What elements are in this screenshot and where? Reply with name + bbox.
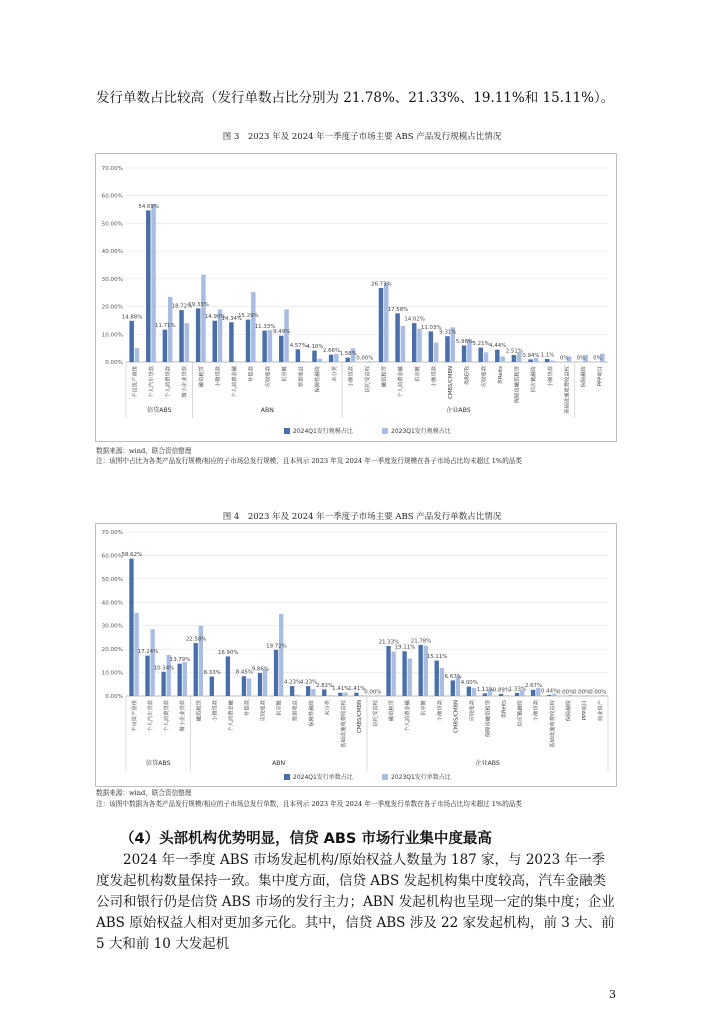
x-tick-label: 个人汽车贷款 <box>148 366 155 398</box>
x-tick-label: 保障房融资租赁 <box>485 700 492 738</box>
data-label: 26.73% <box>371 281 392 288</box>
data-label: 1.41% <box>332 686 350 693</box>
bar-2024q1 <box>213 321 217 362</box>
x-tick-label: 类REITs <box>464 366 471 386</box>
bar-2024q1 <box>412 323 416 362</box>
data-label: 1.1% <box>540 352 555 359</box>
bar-2023q1 <box>472 688 476 696</box>
bar-2024q1 <box>395 313 399 362</box>
bar-2023q1 <box>151 204 155 362</box>
data-label: 4.57% <box>289 342 307 349</box>
bar-2024q1 <box>312 351 316 362</box>
data-label: 0% <box>593 355 602 362</box>
bar-2024q1 <box>547 695 551 696</box>
data-label: 0.00% <box>573 689 591 696</box>
bar-2023q1 <box>284 309 288 362</box>
x-tick-label: 保险融资 <box>581 366 588 388</box>
body-paragraph: 2024 年一季度 ABS 市场发起机构/原始权益人数量为 187 家，与 2023 年一季度发起机构数量保持一致。集中度方面，信贷 ABS 发起机构集中度较高，汽车金融类公司和银行仍是信贷 ABS 市场的发行主力；ABN 发起机构也呈现一定的集中度；企业 ABS 原始权益人相对更加多元化。其中，信贷 ABS 涉及 22 家发起机构，前 3 大、前 5 大和前 10 大发起机 <box>96 852 615 952</box>
x-tick-label: 保障房融资租赁 <box>514 366 521 404</box>
group-label: 信贷ABS <box>146 407 172 414</box>
x-tick-label: 基础设施收费收益权 <box>564 365 571 414</box>
x-tick-label: 微小企业贷款 <box>180 700 187 732</box>
data-label: 2.51% <box>505 348 523 355</box>
x-tick-label: 融资租赁 <box>198 366 205 388</box>
bar-2024q1 <box>418 645 422 696</box>
data-label: 21.78% <box>410 638 432 645</box>
data-label: 0.44% <box>541 688 559 695</box>
x-tick-label: 类Reits <box>497 366 504 385</box>
x-tick-label: 补偿款 <box>244 700 251 716</box>
data-label: 9.49% <box>273 329 291 336</box>
data-label: 1.41% <box>348 686 366 693</box>
y-tick-label: 20.00% <box>101 304 123 311</box>
bar-2023q1 <box>504 695 508 696</box>
bar-2024q1 <box>528 359 532 362</box>
y-tick-label: 10.00% <box>101 332 123 339</box>
data-label: 17.58% <box>387 306 409 313</box>
x-tick-label: 融资租赁 <box>196 700 203 722</box>
figure4-chart <box>95 523 617 787</box>
x-tick-label: 信托受益权 <box>373 700 380 727</box>
bar-2024q1 <box>483 693 487 696</box>
bar-2024q1 <box>531 690 535 696</box>
bar-2024q1 <box>445 336 449 362</box>
bar-2023q1 <box>401 326 405 362</box>
bar-2024q1 <box>258 673 262 696</box>
data-label: 9.86% <box>251 666 269 673</box>
x-tick-label: 供应链融资 <box>531 366 538 393</box>
x-tick-label: 小额贷款 <box>431 366 438 388</box>
x-tick-label: 应收账款 <box>469 700 476 722</box>
bar-2024q1 <box>194 643 198 696</box>
x-tick-label: CMBS/CMBN <box>453 700 460 733</box>
bar-2024q1 <box>322 689 326 696</box>
data-label: 11.33% <box>254 324 276 331</box>
page-number: 3 <box>609 988 616 1001</box>
legend-swatch <box>284 774 290 780</box>
data-label: 4.23% <box>283 679 302 686</box>
legend-label: 2024Q1发行规模占比 <box>293 428 353 435</box>
x-tick-label: 票据收益 <box>292 700 299 722</box>
bar-2024q1 <box>274 650 278 696</box>
data-label: 8.33% <box>203 669 221 676</box>
x-tick-label: 不良资产重组 <box>132 366 139 398</box>
x-tick-label: 保障性融资 <box>308 700 315 727</box>
data-label: 18.72% <box>171 303 193 310</box>
bar-2024q1 <box>279 336 283 362</box>
bar-2024q1 <box>306 686 310 696</box>
bar-2024q1 <box>462 345 466 362</box>
bar-2024q1 <box>146 210 150 362</box>
bar-2024q1 <box>429 331 433 362</box>
data-label: 19.33% <box>188 301 209 308</box>
legend-swatch <box>382 774 388 780</box>
figure4-title: 图 4 2023 年及 2024 年一季度子市场主要 ABS 产品发行单数占比情况 <box>222 512 502 522</box>
figure3-chart <box>95 153 617 442</box>
x-tick-label: 补偿款 <box>248 366 255 382</box>
legend-label: 2024Q1发行单数占比 <box>293 774 353 781</box>
figure3-source: 数据来源：wind，联合资信整理 <box>96 447 192 455</box>
bar-2023q1 <box>550 361 554 362</box>
bar-2023q1 <box>263 669 267 696</box>
data-label: 19.11% <box>394 644 416 651</box>
x-tick-label: 小微贷款 <box>212 700 219 722</box>
bar-2023q1 <box>500 356 504 362</box>
data-label: 14.02% <box>404 316 425 323</box>
bar-2023q1 <box>185 323 189 362</box>
bar-2024q1 <box>296 349 300 362</box>
y-tick-label: 20.00% <box>101 647 123 654</box>
x-tick-label: 基础设施收费收益权 <box>340 700 347 748</box>
bar-2024q1 <box>161 672 165 696</box>
x-tick-label: 供应链 <box>276 700 283 716</box>
bar-2024q1 <box>345 358 349 362</box>
data-label: 1.33% <box>508 686 527 693</box>
legend-label: 2023Q1发行规模占比 <box>391 428 451 435</box>
x-tick-label: 小微贷款 <box>215 366 222 388</box>
data-label: 5.98% <box>455 338 474 345</box>
bar-2024q1 <box>515 693 519 696</box>
group-label: 企业ABS <box>475 760 500 767</box>
x-tick-label: 未分类 <box>331 366 338 382</box>
bar-2024q1 <box>290 686 294 696</box>
bar-2024q1 <box>262 331 266 362</box>
x-tick-label: 个人消费贷款 <box>165 366 172 398</box>
bar-2023q1 <box>434 343 438 362</box>
bar-2023q1 <box>327 695 331 696</box>
x-tick-label: 应收账款 <box>481 366 488 388</box>
figure3-note: 注：该图中占比为各类产品发行规模/相应的子市场总发行规模，且本列示 2023 年及 2024 年一季度发行规模在各子市场占比均未超过 1%的品类 <box>96 457 522 465</box>
bar-2024q1 <box>145 656 149 696</box>
bar-2023q1 <box>392 651 396 696</box>
x-tick-label: 保障性融资 <box>315 366 322 393</box>
y-tick-label: 10.00% <box>101 670 123 677</box>
x-tick-label: 保险融资 <box>565 700 572 722</box>
data-label: 17.24% <box>137 649 159 656</box>
bar-2024q1 <box>242 676 246 696</box>
x-tick-label: 小额贷款 <box>547 366 554 388</box>
bar-2024q1 <box>229 322 233 362</box>
x-tick-label: 供应链 <box>421 700 428 716</box>
data-label: 54.69% <box>138 203 159 210</box>
x-tick-label: 商业资产 <box>597 700 604 722</box>
x-tick-label: PPP项目 <box>581 700 588 721</box>
data-label: 4.10% <box>306 344 324 351</box>
data-label: 13.79% <box>169 657 191 664</box>
y-tick-label: 30.00% <box>101 276 123 283</box>
x-tick-label: 不良资产重组 <box>132 700 139 732</box>
x-tick-label: 小额贷款 <box>348 366 355 388</box>
bar-2024q1 <box>179 310 183 362</box>
bar-2024q1 <box>246 320 250 362</box>
bar-2023q1 <box>318 359 322 362</box>
bar-2023q1 <box>484 352 488 362</box>
intro-line: 发行单数占比较高（发行单数占比分别为 21.78%、21.33%、19.11%和 15.11%）。 <box>96 90 615 106</box>
x-tick-label: 类Reits <box>501 700 508 719</box>
bar-2024q1 <box>499 694 503 696</box>
bar-2024q1 <box>379 288 383 362</box>
bar-2023q1 <box>334 354 338 362</box>
bar-2023q1 <box>279 614 283 696</box>
figure4-source: 数据来源：wind，联合资信整理 <box>96 789 192 797</box>
bar-2024q1 <box>386 646 390 696</box>
bar-2023q1 <box>384 283 388 362</box>
data-label: 8.45% <box>235 669 253 676</box>
x-tick-label: 供应链融资 <box>517 700 524 727</box>
data-label: 58.62% <box>121 552 143 559</box>
data-label: 9.31% <box>439 329 457 336</box>
bar-2023q1 <box>183 662 187 696</box>
data-label: 1.58% <box>339 351 357 358</box>
data-label: 4.23% <box>300 679 318 686</box>
data-label: 14.88% <box>121 314 143 321</box>
x-tick-label: 应收账款 <box>265 366 272 388</box>
data-label: 11.03% <box>420 324 442 331</box>
figure4-svg <box>96 524 616 786</box>
y-tick-label: 30.00% <box>101 623 123 630</box>
data-label: 1.11% <box>476 686 494 693</box>
data-label: 0% <box>576 355 586 362</box>
x-tick-label: PPP项目 <box>597 366 604 387</box>
legend-label: 2023Q1发行单数占比 <box>391 774 451 781</box>
bar-2024q1 <box>329 355 333 362</box>
x-tick-label: 应收账款 <box>260 700 267 722</box>
bar-2024q1 <box>226 656 230 696</box>
legend-swatch <box>382 428 388 434</box>
x-tick-label: 个人汽车贷款 <box>148 700 155 732</box>
bar-2024q1 <box>512 355 516 362</box>
data-label: 0.89% <box>492 687 510 694</box>
data-label: 2.67% <box>524 683 543 690</box>
bar-2024q1 <box>338 693 342 696</box>
x-tick-label: 微小企业贷款 <box>182 366 189 398</box>
y-tick-label: 70.00% <box>101 166 123 172</box>
data-label: 0.00% <box>356 355 374 362</box>
bar-2023q1 <box>301 361 305 362</box>
y-tick-label: 60.00% <box>101 553 123 560</box>
data-label: 10.34% <box>153 665 175 672</box>
x-tick-label: CMBS/CMBN <box>356 700 363 733</box>
x-tick-label: 个人消费金融 <box>228 700 235 732</box>
y-tick-label: 0.00% <box>105 360 123 366</box>
figure3-title: 图 3 2023 年及 2024 年一季度子市场主要 ABS 产品发行规模占比情况 <box>222 132 502 142</box>
figure3-svg <box>96 154 616 441</box>
data-label: 0.00% <box>557 689 575 696</box>
x-tick-label: 票据收益 <box>298 366 305 388</box>
bar-2023q1 <box>359 695 363 696</box>
y-tick-label: 50.00% <box>101 576 123 583</box>
x-tick-label: 信托受益权 <box>365 366 371 393</box>
y-tick-label: 40.00% <box>101 249 123 256</box>
bar-2024q1 <box>478 348 482 362</box>
x-tick-label: 融资租赁 <box>381 366 388 388</box>
bar-2023q1 <box>311 689 315 696</box>
group-label: ABN <box>272 760 286 767</box>
figure4-note: 注：该图中数据为各类产品发行规模/相应的子市场总发行单数，且本列示 2023 年及 2024 年一季度发行单数在各子市场占比均未超过 1%的品类 <box>96 800 522 808</box>
data-label: 15.29% <box>238 313 259 320</box>
bar-2024q1 <box>545 359 549 362</box>
x-tick-label: 融资租赁 <box>389 700 396 722</box>
data-label: 14.90% <box>204 314 226 321</box>
data-label: 0.00% <box>364 689 382 696</box>
bar-2024q1 <box>467 687 471 696</box>
bar-2024q1 <box>129 559 133 696</box>
group-label: 信贷ABS <box>145 760 171 767</box>
bar-2024q1 <box>354 693 358 696</box>
bar-2023q1 <box>408 659 412 696</box>
bar-2023q1 <box>440 668 444 696</box>
data-label: 0.94% <box>522 352 540 359</box>
data-label: 0% <box>559 355 569 362</box>
y-tick-label: 70.00% <box>101 530 123 536</box>
bar-2023q1 <box>343 692 347 696</box>
x-tick-label: CMBS/CMBN <box>448 366 455 399</box>
bar-2024q1 <box>163 330 167 362</box>
data-label: 5.21% <box>472 341 490 348</box>
data-label: 21.33% <box>378 639 400 646</box>
x-tick-label: 个人消费金融 <box>398 366 405 398</box>
data-label: 15.11% <box>426 654 448 661</box>
data-label: 4.44% <box>489 343 507 350</box>
data-label: 6.67% <box>444 673 462 680</box>
bar-2023q1 <box>151 629 155 696</box>
y-tick-label: 0.00% <box>105 694 123 700</box>
x-tick-label: 个人消费金融 <box>232 366 239 398</box>
bar-2023q1 <box>135 348 139 362</box>
data-label: 11.71% <box>155 323 176 330</box>
x-tick-label: 小额贷款 <box>437 700 444 722</box>
data-label: 2.82% <box>316 682 334 689</box>
group-label: ABN <box>260 407 274 414</box>
section-heading: （4）头部机构优势明显，信贷 ABS 市场行业集中度最高 <box>120 831 492 847</box>
x-tick-label: 个人消费贷款 <box>164 700 171 732</box>
x-tick-label: 供应链 <box>281 366 288 382</box>
bar-2023q1 <box>295 695 299 696</box>
y-tick-label: 40.00% <box>101 600 123 607</box>
data-label: 0.00% <box>589 689 607 696</box>
data-label: 22.58% <box>185 636 207 643</box>
x-tick-label: 基础设施收费收益权 <box>549 700 556 748</box>
y-tick-label: 50.00% <box>101 221 123 228</box>
bar-2023q1 <box>417 329 421 362</box>
legend-swatch <box>284 428 290 434</box>
bar-2024q1 <box>451 680 455 696</box>
x-tick-label: 供应链 <box>414 366 421 382</box>
x-tick-label: 小额贷款 <box>533 700 540 722</box>
bar-2024q1 <box>495 350 499 362</box>
data-label: 4.00% <box>460 680 478 687</box>
data-label: 14.34% <box>221 315 243 322</box>
data-label: 16.90% <box>217 649 239 656</box>
bar-2024q1 <box>177 664 181 696</box>
bar-2024q1 <box>196 308 200 362</box>
group-label: 企业ABS <box>446 407 471 414</box>
data-label: 2.66% <box>322 348 341 355</box>
x-tick-label: 个人消费金融 <box>405 700 412 732</box>
x-tick-label: 未分类 <box>324 700 331 716</box>
data-label: 19.72% <box>266 643 287 650</box>
y-tick-label: 60.00% <box>101 193 123 200</box>
bar-2023q1 <box>268 330 272 362</box>
bar-2024q1 <box>435 661 439 696</box>
bar-2024q1 <box>129 321 133 362</box>
bar-2023q1 <box>247 678 251 696</box>
bar-2024q1 <box>210 676 214 696</box>
bar-2024q1 <box>402 651 406 696</box>
